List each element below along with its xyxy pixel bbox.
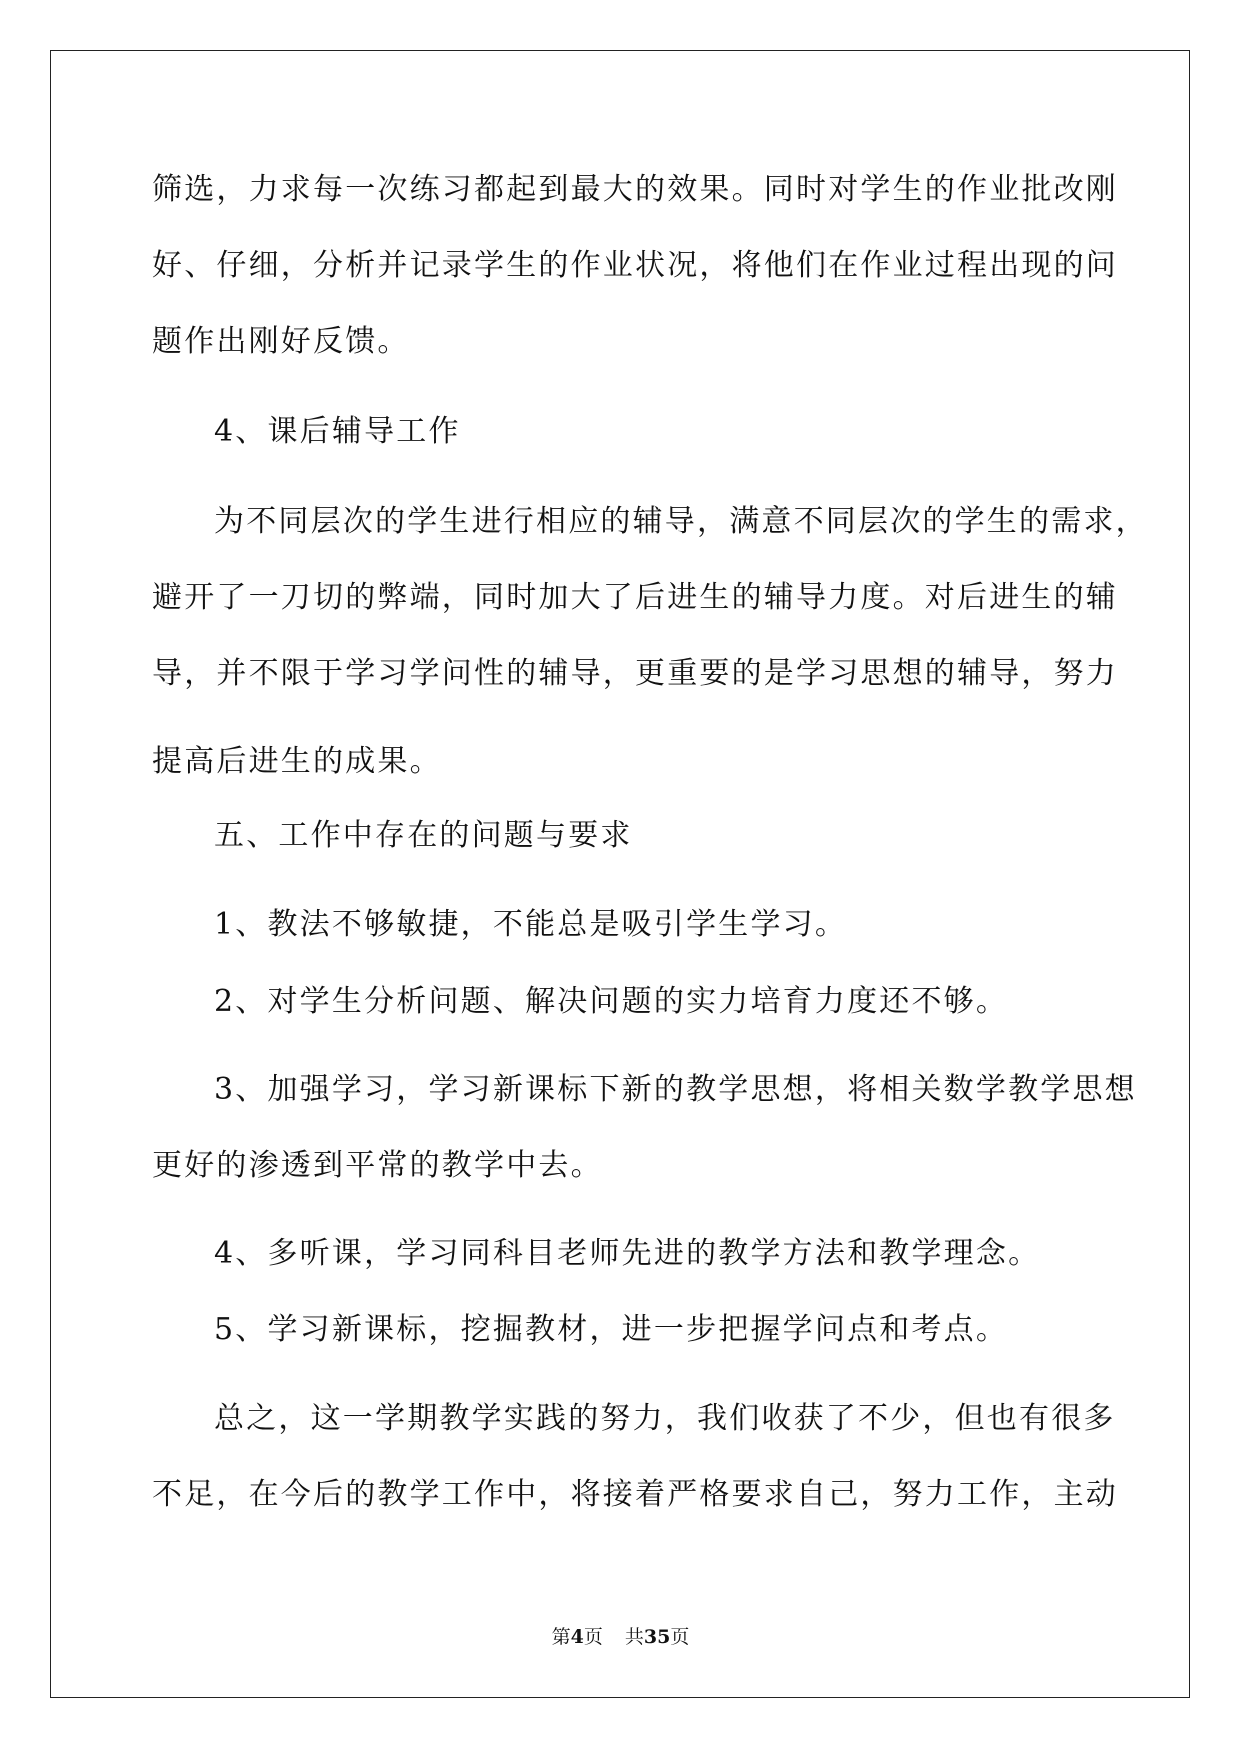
page-footer bbox=[0, 1622, 1241, 1649]
paragraph-line: 好、仔细，分析并记录学生的作业状况，将他们在作业过程出现的问 bbox=[152, 248, 1118, 283]
list-item: 2、对学生分析问题、解决问题的实力培育力度还不够。 bbox=[214, 984, 1009, 1019]
paragraph-line: 不足，在今后的教学工作中，将接着严格要求自己，努力工作，主动 bbox=[152, 1477, 1118, 1512]
page-border bbox=[50, 50, 1190, 1698]
paragraph-line: 题作出刚好反馈。 bbox=[152, 324, 410, 359]
paragraph-line: 避开了一刀切的弊端，同时加大了后进生的辅导力度。对后进生的辅 bbox=[152, 580, 1118, 615]
section-heading: 五、工作中存在的问题与要求 bbox=[214, 818, 633, 853]
list-item: 3、加强学习，学习新课标下新的教学思想，将相关数学教学思想 bbox=[214, 1072, 1137, 1107]
total-suffix: 页 bbox=[670, 1626, 690, 1648]
list-item: 5、学习新课标，挖掘教材，进一步把握学问点和考点。 bbox=[214, 1312, 1009, 1347]
total-prefix: 共 bbox=[624, 1626, 644, 1648]
list-item: 4、多听课，学习同科目老师先进的教学方法和教学理念。 bbox=[214, 1236, 1041, 1271]
paragraph-line: 筛选，力求每一次练习都起到最大的效果。同时对学生的作业批改刚 bbox=[152, 172, 1118, 207]
paragraph-line: 为不同层次的学生进行相应的辅导，满意不同层次的学生的需求， bbox=[214, 504, 1148, 539]
page-total: 35 bbox=[643, 1626, 671, 1648]
section-heading: 4、课后辅导工作 bbox=[214, 414, 461, 449]
list-item: 1、教法不够敏捷，不能总是吸引学生学习。 bbox=[214, 907, 848, 942]
page-current: 4 bbox=[570, 1626, 584, 1648]
page-suffix: 页 bbox=[583, 1626, 603, 1648]
page-prefix: 第 bbox=[551, 1626, 571, 1648]
paragraph-line: 导，并不限于学习学问性的辅导，更重要的是学习思想的辅导，努力 bbox=[152, 656, 1118, 691]
paragraph-line: 总之，这一学期教学实践的努力，我们收获了不少，但也有很多 bbox=[214, 1401, 1116, 1436]
paragraph-line: 更好的渗透到平常的教学中去。 bbox=[152, 1148, 603, 1183]
paragraph-line: 提高后进生的成果。 bbox=[152, 744, 442, 779]
